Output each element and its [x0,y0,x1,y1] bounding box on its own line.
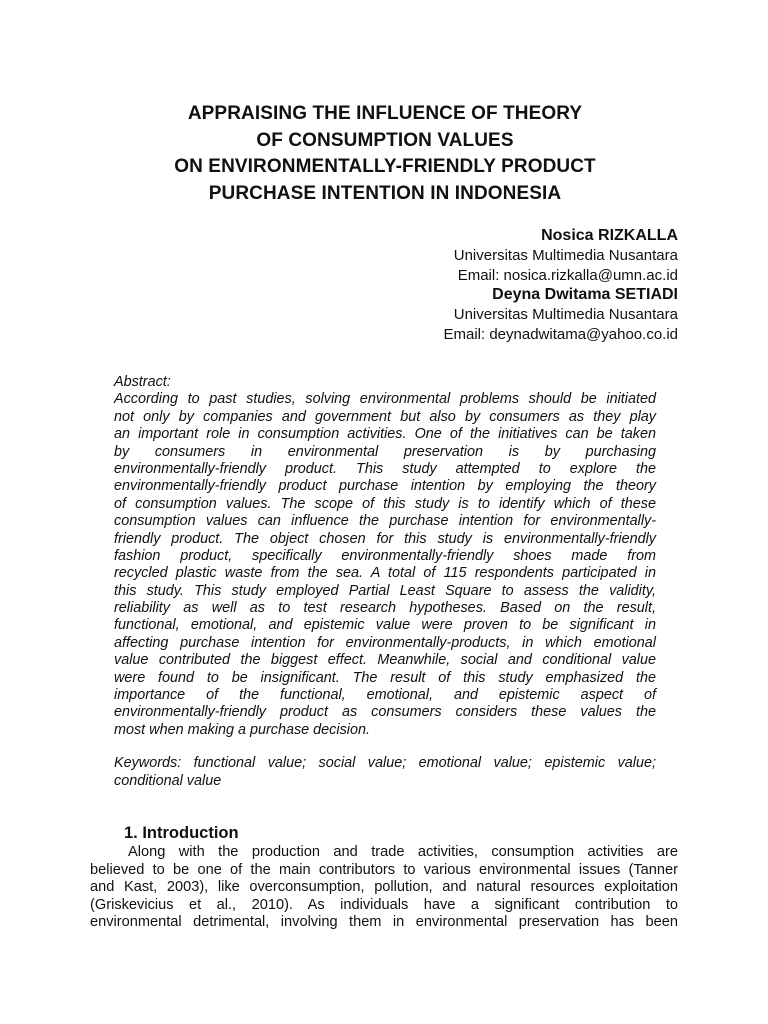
author-email: Email: deynadwitama@yahoo.co.id [443,325,678,343]
title-line: OF CONSUMPTION VALUES [256,129,514,151]
body-line: (Griskevicius et al., 2010). As individuals have a significant contribution to [90,896,678,913]
abstract-line: fashion product, specifically environmentally-friendly shoes made from [114,547,656,564]
body-line: and Kast, 2003), like overconsumption, pollution, and natural resources exploitation [90,879,678,896]
title-line: PURCHASE INTENTION IN INDONESIA [208,182,562,204]
abstract-line: affecting purchase intention for environmentally-products, in which emotional [114,634,656,651]
body-line: believed to be one of the main contributors to various environmental issues (Tanner [90,861,678,878]
paper-title [60,101,710,207]
title-line: ON ENVIRONMENTALLY-FRIENDLY PRODUCT [174,156,596,177]
keywords-line: Keywords: functional value; social value; emotional value; epistemic value; [114,755,656,771]
author-block [443,226,678,344]
abstract-line: environmentally-friendly product purchase intention by employing the theory [114,478,656,495]
section-body [90,844,678,932]
abstract-line: recycled plastic waste from the sea. A total of 115 respondents participated in [114,565,656,582]
abstract-label: Abstract: [114,374,171,390]
abstract-line: friendly product. The object chosen for this study is environmentally-friendly [114,530,656,547]
abstract-line: functional, emotional, and epistemic value were proven to be significant in [114,617,656,634]
abstract-line: According to past studies, solving environmental problems should be initiated [114,391,656,408]
abstract-line: environmentally-friendly product as consumers considers these values the [114,704,656,721]
abstract-line: reliability as well as to test research hypotheses. Based on the result, [114,600,656,617]
title-line: APPRAISING THE INFLUENCE OF THEORY [187,103,583,124]
abstract-line: this study. This study employed Partial Least Square to assess the validity, [114,582,656,599]
abstract-line: not only by companies and government but also by consumers as they play [114,408,656,425]
abstract [114,374,656,739]
author-name: Nosica RIZKALLA [541,227,678,244]
author-affiliation: Universitas Multimedia Nusantara [453,306,678,323]
abstract-body [114,391,656,739]
abstract-line: an important role in consumption activities. One of the initiatives can be taken [114,426,656,443]
abstract-line: most when making a purchase decision. [114,721,370,738]
abstract-line: importance of the functional, emotional, and epistemic aspect of [114,687,656,704]
keywords-line: conditional value [114,772,222,789]
author-email: Email: nosica.rizkalla@umn.ac.id [457,266,678,284]
section-heading: 1. Introduction [124,824,239,842]
abstract-line: by consumers in environmental preservation is by purchasing [114,443,656,460]
keywords [114,755,656,790]
abstract-line: were found to be insignificant. The result of this study emphasized the [114,669,656,686]
abstract-line: environmentally-friendly product. This study attempted to explore the [114,460,656,477]
body-line: Along with the production and trade activities, consumption activities are [128,844,678,860]
author-name: Deyna Dwitama SETIADI [492,286,678,303]
abstract-line: of consumption values. The scope of this study is to identify which of these [114,495,656,512]
abstract-line: consumption values can influence the purchase intention for environmentally- [114,513,656,530]
abstract-line: value contributed the biggest effect. Meanwhile, social and conditional value [114,652,656,669]
body-line: environmental detrimental, involving them in environmental preservation has been [90,914,678,931]
author-affiliation: Universitas Multimedia Nusantara [453,247,678,264]
